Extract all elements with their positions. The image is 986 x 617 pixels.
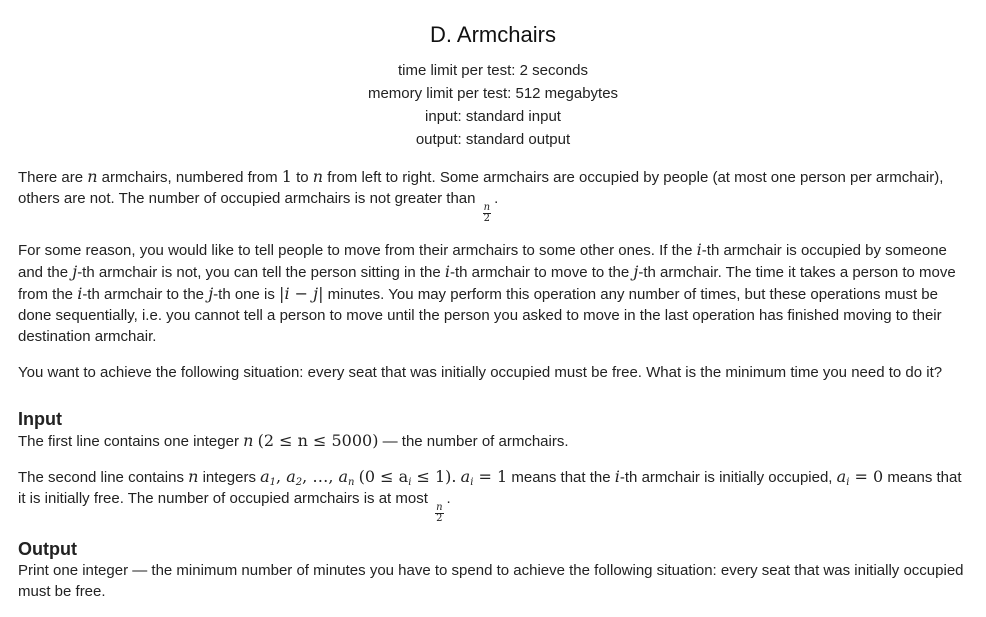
problem-header (0, 0, 986, 151)
statement-paragraph-2: For some reason, you would like to tell people to move from their armchairs to some other ones. If the i-th armchair is occupied by someone and the j-th armchair is not, you can tell the person sitting in the i-th armchair to move to the j-th armchair. The time it takes a person to move from the i-th armchair to the j-th one is |i − j| minutes. You may perform this operation any number of times, but these operations must be done sequentially, i.e. you cannot tell a person to move until the person you asked to move in the last operation has finished moving to their destination armchair. (18, 240, 956, 345)
output-text: Print one integer — the minimum number of minutes you have to spend to achieve the following situation: every seat that was initially occupied must be free. (18, 562, 964, 600)
fraction-n-over-2: $\frac{n}{2}$ (483, 202, 491, 224)
memory-limit: memory limit per test: 512 megabytes (367, 85, 619, 102)
statement-paragraph-1: There are n armchairs, numbered from 1 to n from left to right. Some armchairs are occupied by people (at most one person per armchair), others are not. The number of occupied armchairs is not greater than $\frac{n}{2}$ . (18, 167, 944, 224)
input-section-title: Input (18, 409, 62, 429)
abs-expression: |i − j| (279, 284, 324, 303)
output-section (18, 538, 966, 602)
statement-paragraph-3: You want to achieve the following situation: every seat that was initially occupied must be free. What is the minimum time you need to do it? (18, 364, 943, 381)
output-section-title: Output (18, 539, 77, 559)
input-line-1: The first line contains one integer n (2 ≤ n ≤ 5000) — the number of armchairs. (18, 431, 569, 450)
input-section (18, 408, 966, 524)
input-line-2: The second line contains n integers $a_1$, $a_2$, …, $a_n$ $(0 \le a_i \le 1)$. $a_i = 1$ means that the i-th armchair is initially occupied, $a_i = 0$ means that it is initially free. The number of occupied armchairs is at most $\frac{n}{2}$ . (18, 467, 962, 524)
problem-statement (18, 166, 966, 617)
output-spec: output: standard output (415, 131, 571, 148)
problem-title: D. Armchairs (430, 22, 556, 47)
fraction-n-over-2: $\frac{n}{2}$ (436, 502, 443, 524)
time-limit: time limit per test: 2 seconds (397, 62, 589, 79)
input-spec: input: standard input (425, 108, 561, 125)
